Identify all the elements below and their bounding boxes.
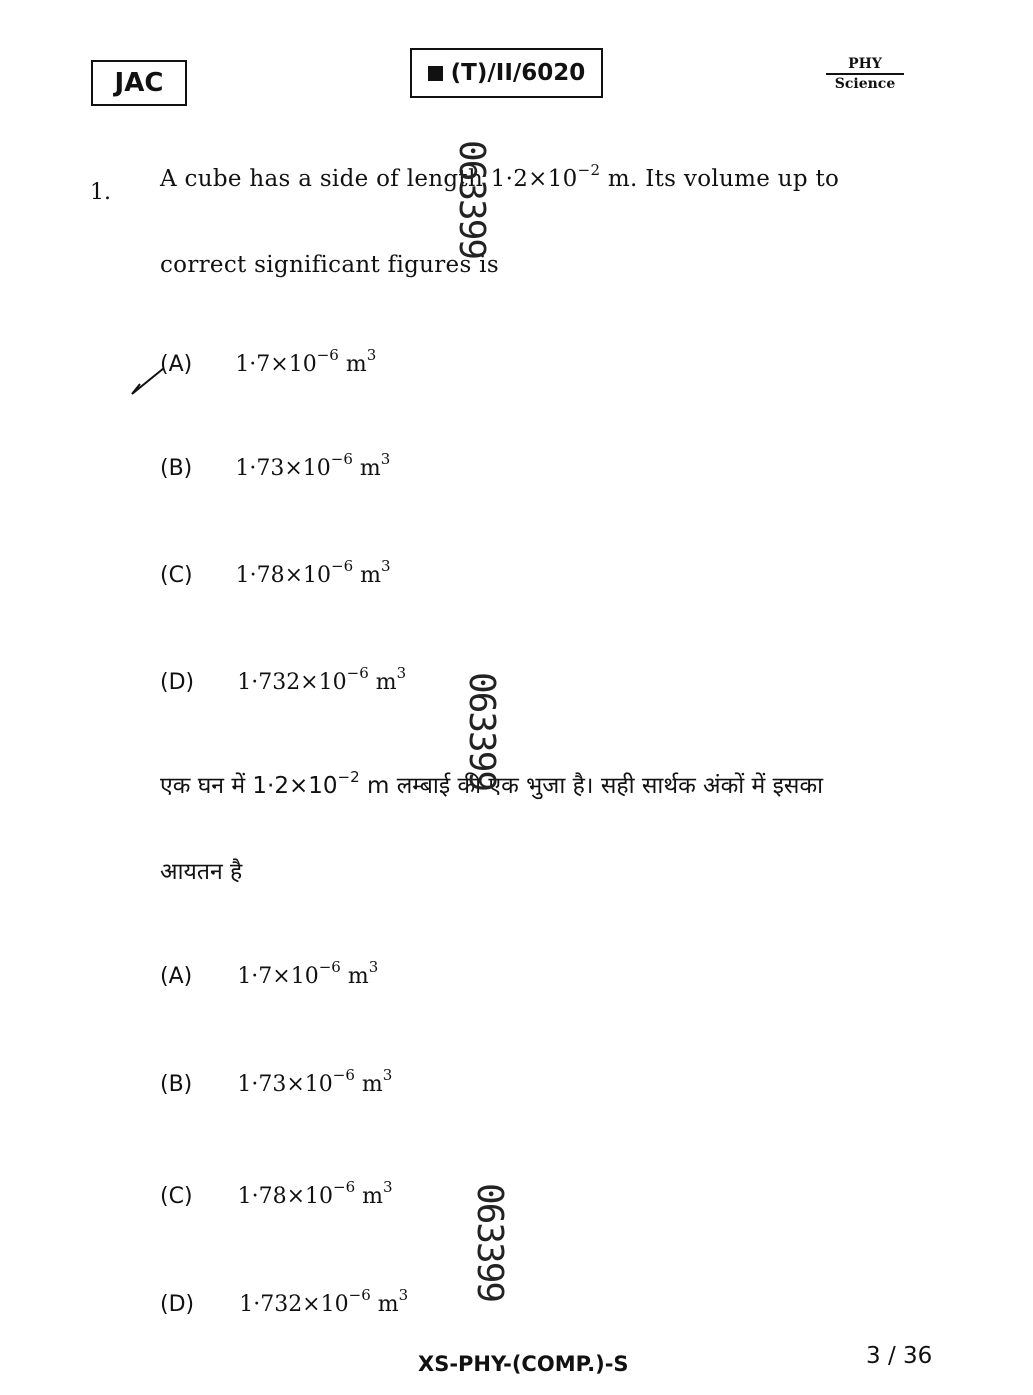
option-value: $1\cdot 7\times 10^{-6}$ $m^3$	[235, 346, 377, 377]
option-label: (A)	[160, 352, 193, 377]
option-value: $1\cdot 732\times 10^{-6}$ $m^3$	[237, 664, 407, 695]
option-hi-c[interactable]	[160, 1178, 393, 1209]
question-en-line2: correct significant figures is	[160, 252, 499, 278]
page-number: 3 / 36	[866, 1343, 933, 1369]
paper-code: (T)/II/6020	[450, 60, 586, 86]
question-hi-text1-end: m लम्बाई की एक भुजा है। सही सार्थक अंकों में इसका	[359, 773, 824, 799]
option-label: (D)	[160, 670, 195, 695]
question-en-line1	[160, 161, 840, 192]
option-value: $1\cdot 78\times 10^{-6}$ $m^3$	[235, 557, 391, 588]
option-hi-a[interactable]	[160, 958, 379, 989]
serial-stamp: 063399	[461, 672, 502, 791]
footer-code: XS-PHY-(COMP.)-S	[418, 1352, 629, 1376]
question-en-text1-end: m. Its volume up to	[600, 166, 840, 192]
option-label: (B)	[160, 1072, 193, 1097]
option-label: (B)	[160, 456, 193, 481]
question-hi-exp: −2	[337, 768, 360, 786]
option-en-d[interactable]	[160, 664, 407, 695]
question-number: 1.	[90, 180, 111, 205]
serial-stamp: 063399	[469, 1183, 510, 1302]
subject-top: PHY	[826, 55, 904, 75]
option-value: $1\cdot 7\times 10^{-6}$ $m^3$	[237, 958, 379, 989]
serial-stamp: 063399	[451, 140, 492, 259]
option-en-a[interactable]	[160, 346, 377, 377]
option-hi-b[interactable]	[160, 1066, 393, 1097]
option-en-b[interactable]	[160, 450, 391, 481]
option-hi-d[interactable]	[160, 1286, 409, 1317]
question-en-text1: A cube has a side of length 1·2×10	[160, 166, 578, 192]
subject-bottom: Science	[834, 76, 896, 92]
option-label: (A)	[160, 964, 193, 989]
subject-label	[826, 55, 904, 93]
option-label: (C)	[160, 1184, 193, 1209]
question-hi-text1: एक घन में 1·2×10	[160, 773, 338, 799]
option-value: $1\cdot 732\times 10^{-6}$ $m^3$	[239, 1286, 409, 1317]
board-label: JAC	[91, 60, 187, 106]
option-label: (D)	[160, 1292, 195, 1317]
question-hi-line2: आयतन है	[160, 859, 243, 885]
question-en-exp: −2	[577, 161, 601, 179]
option-value: $1\cdot 73\times 10^{-6}$ $m^3$	[235, 450, 391, 481]
option-en-c[interactable]	[160, 557, 391, 588]
option-label: (C)	[160, 563, 193, 588]
square-bullet-icon	[428, 66, 443, 81]
option-value: $1\cdot 73\times 10^{-6}$ $m^3$	[237, 1066, 393, 1097]
paper-code-box	[410, 48, 603, 98]
option-value: $1\cdot 78\times 10^{-6}$ $m^3$	[237, 1178, 393, 1209]
